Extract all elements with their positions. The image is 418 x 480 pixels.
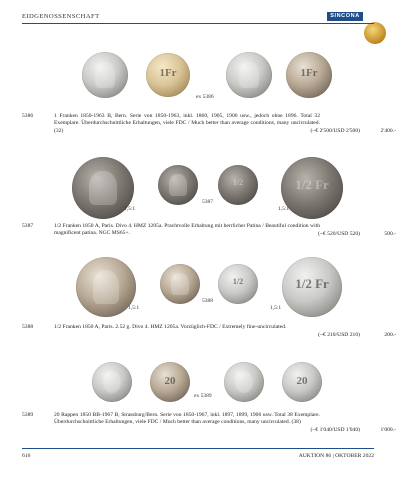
lot-number: 5388 bbox=[22, 324, 34, 330]
lot-number: 5386 bbox=[22, 113, 34, 119]
page-number: 616 bbox=[22, 453, 31, 459]
section-title: EIDGENOSSENSCHAFT bbox=[22, 13, 100, 20]
lot-price: 2'400.- bbox=[380, 128, 396, 134]
lot-entry bbox=[22, 324, 396, 346]
scale-label: 1,5:1 bbox=[278, 206, 290, 212]
coin-image bbox=[226, 52, 272, 98]
lot-description: 1/2 Franken 1850 A, Paris. Divo 4. HMZ 1205a. Prachtvolle Erhaltung mit herrlicher Patina / Beautiful condition with magnificent patina. NGC MS65+. bbox=[54, 223, 320, 237]
lot-price: 1'000.- bbox=[380, 427, 396, 433]
coin-image bbox=[76, 257, 136, 317]
lot-price: 500.- bbox=[384, 231, 396, 237]
coin-image bbox=[92, 362, 132, 402]
lot-estimate: (~€ 520/USD 520) bbox=[318, 231, 360, 237]
image-caption: 5387 bbox=[202, 199, 213, 205]
coin-image bbox=[160, 264, 200, 304]
coin-image: 20 bbox=[282, 362, 322, 402]
lot-description: 1/2 Franken 1850 A, Paris. 2.52 g. Divo 4. HMZ 1205a. Vorzüglich-FDC / Extremely fine-uncirculated. bbox=[54, 324, 287, 330]
scale-label: 1,5:1 bbox=[128, 305, 140, 311]
coin-image: 1/2 bbox=[218, 165, 258, 205]
footer-rule bbox=[22, 448, 374, 449]
coin-image bbox=[224, 362, 264, 402]
lot-entry bbox=[22, 223, 396, 245]
lot-estimate: (~€ 2'500/USD 2'500) bbox=[310, 128, 360, 134]
brand-logo: SINCONA bbox=[327, 12, 363, 21]
auction-label: AUKTION 86 | OKTOBER 2022 bbox=[298, 453, 374, 459]
coin-image: 1/2 Fr bbox=[282, 257, 342, 317]
coin-image: 1/2 Fr bbox=[281, 157, 343, 219]
lot-description: 1 Franken 1850-1963 B, Bern. Serie von 1850-1963, inkl. 1860, 1905, 1906 usw., jedoch ohne 1896. Total 32 Exemplare. Überdurchschnittliche Erhaltungen, viele FDC / Much better than average conditions, many uncirculated. (32) bbox=[54, 113, 320, 134]
lot-description: 20 Rappen 1850 BB-1967 B, Strassburg/Bern. Serie von 1850-1967, inkl. 1897, 1899, 1906 usw. Total 38 Exemplare. Überdurchschnittliche Erhaltungen, viele FDC / Much better than average conditions, many uncirculated. (38) bbox=[54, 412, 320, 426]
coin-image: 1Fr bbox=[286, 52, 332, 98]
image-caption: ex 5389 bbox=[194, 393, 212, 399]
image-caption: 5388 bbox=[202, 298, 213, 304]
lot-number: 5387 bbox=[22, 223, 34, 229]
brand-coin-icon bbox=[364, 22, 386, 44]
lot-price: 200.- bbox=[384, 332, 396, 338]
lot-estimate: (~€ 1'040/USD 1'040) bbox=[310, 427, 360, 433]
coin-image bbox=[82, 52, 128, 98]
coin-image bbox=[158, 165, 198, 205]
lot-number: 5389 bbox=[22, 412, 34, 418]
scale-label: 1,5:1 bbox=[124, 206, 136, 212]
header-rule bbox=[22, 23, 374, 24]
coin-image: 1Fr bbox=[146, 53, 190, 97]
scale-label: 1,5:1 bbox=[270, 305, 282, 311]
coin-image: 1/2 bbox=[218, 264, 258, 304]
lot-entry bbox=[22, 113, 396, 143]
image-caption: ex 5386 bbox=[196, 94, 214, 100]
lot-estimate: (~€ 210/USD 210) bbox=[318, 332, 360, 338]
coin-image: 20 bbox=[150, 362, 190, 402]
lot-entry bbox=[22, 412, 396, 442]
